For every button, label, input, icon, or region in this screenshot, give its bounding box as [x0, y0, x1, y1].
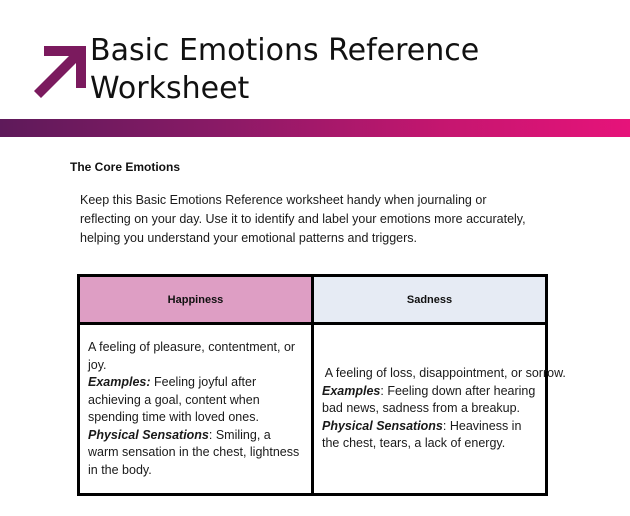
happiness-physical-label: Physical Sensations [88, 427, 209, 442]
happiness-examples-label: Examples: [88, 375, 151, 389]
arrow-logo-icon [34, 46, 86, 98]
page-title [90, 32, 610, 108]
header-sadness: Sadness [313, 276, 547, 324]
sadness-definition: A feeling of loss, disappointment, or sorrow. [322, 366, 566, 381]
title-line-2: Worksheet [90, 71, 250, 106]
sadness-examples-text: : Feeling down after hearing bad news, sadness from a breakup. [322, 383, 536, 416]
happiness-physical-text: : Smiling, a warm sensation in the chest, lightness in the body. [88, 427, 300, 477]
sadness-examples-label: Examples [322, 383, 381, 398]
emotions-table [77, 274, 566, 496]
intro-paragraph: Keep this Basic Emotions Reference worksheet handy when journaling or reflecting on your day. Use it to identify and label your emotions more accurately, helping you understand your emotional patterns and triggers. [80, 193, 526, 245]
title-line-1: Basic Emotions Reference [90, 33, 480, 68]
happiness-cell [79, 324, 313, 495]
table-row [79, 324, 547, 495]
happiness-definition: A feeling of pleasure, contentment, or joy. [88, 340, 296, 372]
happiness-examples-text: Feeling joyful after achieving a goal, content when spending time with loved ones. [88, 375, 260, 424]
sadness-physical-text: : Heaviness in the chest, tears, a lack of energy. [322, 418, 522, 451]
gradient-banner [0, 119, 630, 137]
section-heading: The Core Emotions [70, 160, 181, 174]
table-header-row [79, 276, 547, 324]
sadness-cell [313, 324, 566, 495]
sadness-physical-label: Physical Sensations [322, 418, 443, 433]
header-happiness: Happiness [79, 276, 313, 324]
